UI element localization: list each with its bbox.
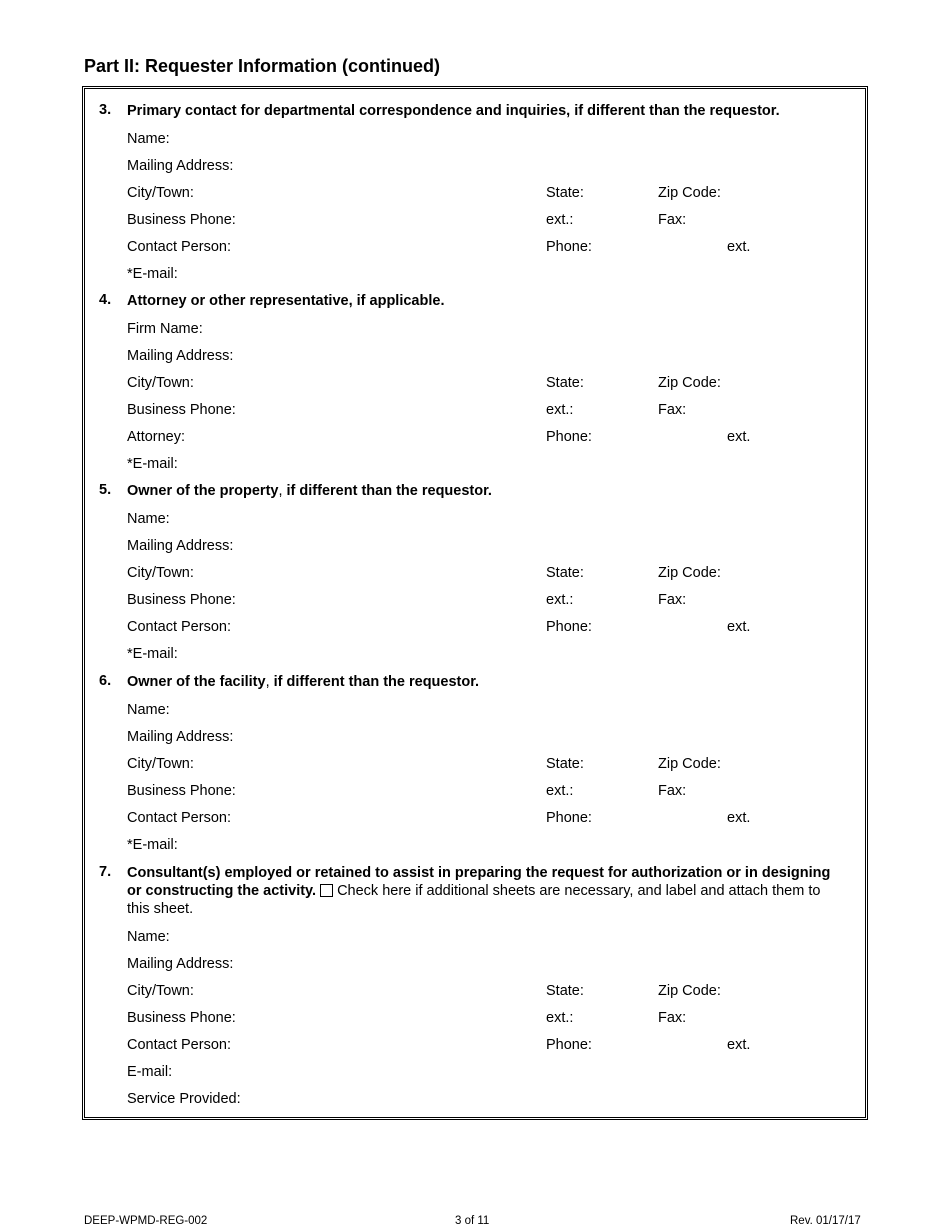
phone-label: Phone:: [546, 810, 592, 826]
city-state-zip-row: [85, 374, 865, 401]
heading-bold: Owner of the property: [127, 483, 279, 499]
name-row[interactable]: [85, 510, 865, 537]
email-label: *E-mail:: [127, 456, 178, 472]
business-phone-row: [85, 211, 865, 238]
fax-label: Fax:: [658, 1010, 687, 1026]
section-heading: [127, 864, 837, 918]
city-town-label: City/Town:: [127, 185, 194, 201]
mailing-address-label: Mailing Address:: [127, 729, 234, 745]
business-phone-label: Business Phone:: [127, 402, 236, 418]
mailing-address-label: Mailing Address:: [127, 348, 234, 364]
mailing-address-label: Mailing Address:: [127, 956, 234, 972]
contact-person-label: Contact Person:: [127, 1037, 231, 1053]
section-heading: [127, 673, 837, 691]
zip-code-label: Zip Code:: [658, 185, 721, 201]
name-label: Name:: [127, 131, 170, 147]
section-heading: Attorney or other representative, if applicable.: [127, 293, 445, 309]
mailing-address-row[interactable]: [85, 537, 865, 564]
city-state-zip-row: [85, 564, 865, 591]
mailing-address-row[interactable]: [85, 955, 865, 982]
email-label: *E-mail:: [127, 646, 178, 662]
zip-code-label: Zip Code:: [658, 565, 721, 581]
section-number: 7.: [99, 864, 112, 880]
email-label: E-mail:: [127, 1064, 173, 1080]
name-row[interactable]: [85, 928, 865, 955]
service-provided-label: Service Provided:: [127, 1091, 241, 1107]
name-label: Name:: [127, 702, 170, 718]
fax-label: Fax:: [658, 212, 687, 228]
section-number: 3.: [99, 102, 112, 118]
phone-ext-label: ext.: [727, 1037, 751, 1053]
attorney-row: [85, 428, 865, 455]
email-label: *E-mail:: [127, 837, 178, 853]
state-label: State:: [546, 185, 584, 201]
state-label: State:: [546, 565, 584, 581]
phone-ext-label: ext.: [727, 619, 751, 635]
heading-rest: if different than the requestor.: [282, 483, 492, 499]
ext-label: ext.:: [546, 592, 574, 608]
phone-ext-label: ext.: [727, 429, 751, 445]
email-row[interactable]: [85, 455, 865, 482]
mailing-address-row[interactable]: [85, 728, 865, 755]
business-phone-label: Business Phone:: [127, 783, 236, 799]
business-phone-label: Business Phone:: [127, 212, 236, 228]
contact-person-label: Contact Person:: [127, 239, 231, 255]
fax-label: Fax:: [658, 402, 687, 418]
mailing-address-row[interactable]: [85, 347, 865, 374]
ext-label: ext.:: [546, 212, 574, 228]
city-town-label: City/Town:: [127, 756, 194, 772]
attorney-label: Attorney:: [127, 429, 186, 445]
firm-name-row[interactable]: [85, 320, 865, 347]
phone-label: Phone:: [546, 239, 592, 255]
business-phone-row: [85, 591, 865, 618]
state-label: State:: [546, 756, 584, 772]
email-label: *E-mail:: [127, 266, 178, 282]
city-state-zip-row: [85, 184, 865, 211]
state-label: State:: [546, 375, 584, 391]
contact-person-row: [85, 809, 865, 836]
city-state-zip-row: [85, 982, 865, 1009]
name-label: Name:: [127, 511, 170, 527]
city-town-label: City/Town:: [127, 565, 194, 581]
name-row[interactable]: [85, 130, 865, 157]
business-phone-label: Business Phone:: [127, 592, 236, 608]
checkbox-label: Check here if additional sheets are necessary, and label and attach them to this sheet.: [127, 883, 821, 917]
firm-name-label: Firm Name:: [127, 321, 203, 337]
heading-comma: ,: [278, 483, 283, 499]
phone-label: Phone:: [546, 619, 592, 635]
email-row[interactable]: [85, 265, 865, 292]
business-phone-row: [85, 782, 865, 809]
fax-label: Fax:: [658, 592, 687, 608]
footer-revision: Rev. 01/17/17: [790, 1215, 861, 1227]
ext-label: ext.:: [546, 402, 574, 418]
mailing-address-row[interactable]: [85, 157, 865, 184]
city-town-label: City/Town:: [127, 983, 194, 999]
heading-rest: if different than the requestor.: [269, 674, 480, 690]
business-phone-label: Business Phone:: [127, 1010, 236, 1026]
ext-label: ext.:: [546, 783, 574, 799]
phone-label: Phone:: [546, 1037, 592, 1053]
footer-form-id: DEEP-WPMD-REG-002: [84, 1215, 208, 1227]
city-state-zip-row: [85, 755, 865, 782]
zip-code-label: Zip Code:: [658, 756, 721, 772]
fax-label: Fax:: [658, 783, 687, 799]
city-town-label: City/Town:: [127, 375, 194, 391]
section-number: 6.: [99, 673, 112, 689]
ext-label: ext.:: [546, 1010, 574, 1026]
phone-ext-label: ext.: [727, 239, 751, 255]
mailing-address-label: Mailing Address:: [127, 538, 234, 554]
section-number: 5.: [99, 482, 112, 498]
name-label: Name:: [127, 929, 170, 945]
heading-bold: Owner of the facility: [127, 674, 266, 690]
contact-person-row: [85, 238, 865, 265]
zip-code-label: Zip Code:: [658, 375, 721, 391]
email-row[interactable]: [85, 1063, 865, 1090]
contact-person-label: Contact Person:: [127, 619, 231, 635]
section-number: 4.: [99, 292, 112, 308]
contact-person-row: [85, 618, 865, 645]
phone-ext-label: ext.: [727, 810, 751, 826]
contact-person-row: [85, 1036, 865, 1063]
section-heading: [127, 482, 837, 500]
mailing-address-label: Mailing Address:: [127, 158, 234, 174]
email-row[interactable]: [85, 645, 865, 672]
state-label: State:: [546, 983, 584, 999]
page-title: Part II: Requester Information (continued): [84, 56, 441, 76]
heading-comma: ,: [265, 674, 270, 690]
service-provided-row[interactable]: [85, 1090, 865, 1117]
zip-code-label: Zip Code:: [658, 983, 721, 999]
contact-person-label: Contact Person:: [127, 810, 231, 826]
business-phone-row: [85, 401, 865, 428]
footer-page-number: 3 of 11: [455, 1215, 490, 1227]
section-heading: Primary contact for departmental correspondence and inquiries, if different than the requestor.: [127, 103, 780, 119]
phone-label: Phone:: [546, 429, 592, 445]
name-row[interactable]: [85, 701, 865, 728]
additional-sheets-checkbox[interactable]: [320, 884, 333, 897]
heading-bold: Consultant(s) employed or retained to assist in preparing the request for authorization or in designing or constructing the activity.: [127, 865, 831, 899]
business-phone-row: [85, 1009, 865, 1036]
email-row[interactable]: [85, 836, 865, 863]
requester-form-box: [82, 86, 868, 1120]
